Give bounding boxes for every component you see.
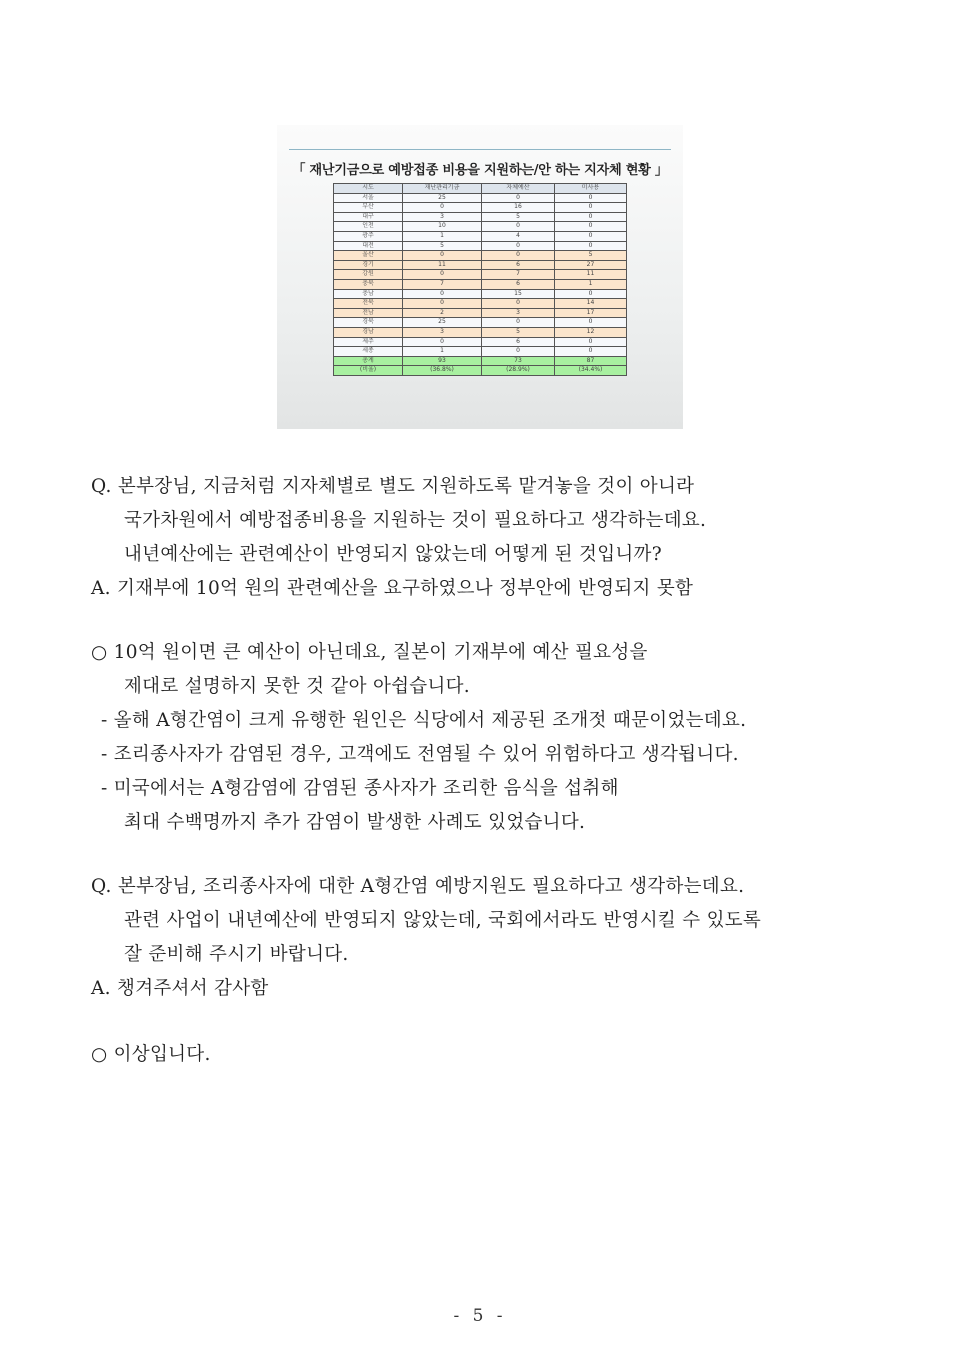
table-cell: 7 — [482, 270, 555, 280]
table-row — [334, 347, 627, 357]
table-cell: 16 — [482, 203, 555, 213]
table-cell: 0 — [555, 289, 627, 299]
page-number: - 5 - — [453, 1306, 507, 1326]
table-cell: 1 — [403, 347, 482, 357]
table-cell: 0 — [482, 318, 555, 328]
table-cell: 5 — [482, 327, 555, 337]
table-cell: 0 — [482, 193, 555, 203]
table-cell: 0 — [403, 203, 482, 213]
table-cell: 대전 — [334, 241, 403, 251]
table-cell: (비율) — [334, 366, 403, 376]
figure-title: 「 재난기금으로 예방접종 비용을 지원하는/안 하는 지자체 현황 」 — [292, 163, 668, 178]
closing-line: ○ 이상입니다. — [91, 1044, 211, 1065]
table-cell: 0 — [555, 337, 627, 347]
table-cell: 0 — [482, 299, 555, 309]
remark-line: ○ 10억 원이면 큰 예산이 아닌데요, 질본이 기재부에 예산 필요성을 — [91, 642, 648, 663]
table-cell: 7 — [403, 279, 482, 289]
table-cell: 0 — [403, 270, 482, 280]
table-cell: 0 — [482, 241, 555, 251]
bullet-line: - 미국에서는 A형감염에 감염된 종사자가 조리한 음식을 섭취해 — [101, 778, 619, 799]
table-cell: 2 — [403, 308, 482, 318]
figure-divider — [289, 149, 671, 150]
table-cell: 충북 — [334, 279, 403, 289]
table-cell: 광주 — [334, 231, 403, 241]
table-cell: 재난관리기금 — [403, 184, 482, 194]
table-cell: 0 — [555, 231, 627, 241]
remark-block-1 — [91, 636, 746, 840]
answer-line: A. 기재부에 10억 원의 관련예산을 요구하였으나 정부안에 반영되지 못함 — [91, 578, 694, 599]
question-line: 국가차원에서 예방접종비용을 지원하는 것이 필요하다고 생각하는데요. — [124, 510, 707, 531]
question-line: 잘 준비해 주시기 바랍니다. — [124, 944, 349, 965]
table-cell: 14 — [555, 299, 627, 309]
table-row — [334, 337, 627, 347]
table-cell: 0 — [482, 347, 555, 357]
table-cell: 0 — [482, 251, 555, 261]
table-cell: 0 — [555, 347, 627, 357]
table-ratio-row — [334, 366, 627, 376]
table-cell: 0 — [403, 337, 482, 347]
bullet-line: - 조리종사자가 감염된 경우, 고객에도 전염될 수 있어 위험하다고 생각됩니다. — [101, 744, 739, 765]
table-row — [334, 270, 627, 280]
table-cell: 4 — [482, 231, 555, 241]
table-cell: 15 — [482, 289, 555, 299]
table-row — [334, 299, 627, 309]
table-cell: 시도 — [334, 184, 403, 194]
table-cell: 5 — [403, 241, 482, 251]
table-row — [334, 251, 627, 261]
table-cell: 5 — [482, 212, 555, 222]
qa-block-1 — [91, 470, 706, 606]
table-cell: 87 — [555, 356, 627, 366]
table-cell: 12 — [555, 327, 627, 337]
table-cell: 0 — [555, 241, 627, 251]
qa-block-2 — [91, 870, 761, 1006]
table-cell: (34.4%) — [555, 366, 627, 376]
table-cell: 6 — [482, 260, 555, 270]
table-cell: 0 — [403, 251, 482, 261]
table-cell: 총계 — [334, 356, 403, 366]
table-cell: 경남 — [334, 327, 403, 337]
table-cell: 세종 — [334, 347, 403, 357]
table-cell: 부산 — [334, 203, 403, 213]
table-row — [334, 308, 627, 318]
table-cell: 서울 — [334, 193, 403, 203]
answer-line: A. 챙겨주셔서 감사함 — [91, 978, 269, 999]
table-cell: 0 — [555, 222, 627, 232]
table-row — [334, 193, 627, 203]
table-row — [334, 289, 627, 299]
table-cell: 73 — [482, 356, 555, 366]
table-cell: 0 — [555, 203, 627, 213]
table-row — [334, 203, 627, 213]
question-line: Q. 본부장님, 조리종사자에 대한 A형간염 예방지원도 필요하다고 생각하는데요. — [91, 876, 745, 897]
table-cell: 25 — [403, 318, 482, 328]
bullet-line: 최대 수백명까지 추가 감염이 발생한 사례도 있었습니다. — [124, 812, 586, 833]
table-cell: 0 — [403, 299, 482, 309]
table-row — [334, 241, 627, 251]
table-cell: 11 — [555, 270, 627, 280]
table-cell: 6 — [482, 337, 555, 347]
question-line: Q. 본부장님, 지금처럼 지자체별로 별도 지원하도록 맡겨놓을 것이 아니라 — [91, 476, 695, 497]
table-cell: 0 — [482, 222, 555, 232]
closing-block — [91, 1038, 211, 1072]
table-cell: 전남 — [334, 308, 403, 318]
table-cell: 0 — [555, 212, 627, 222]
table-cell: 1 — [403, 231, 482, 241]
table-row — [334, 327, 627, 337]
remark-line: 제대로 설명하지 못한 것 같아 아쉽습니다. — [124, 676, 470, 697]
table-cell: 울산 — [334, 251, 403, 261]
table-cell: 93 — [403, 356, 482, 366]
table-cell: 27 — [555, 260, 627, 270]
table-cell: 제주 — [334, 337, 403, 347]
table-cell: 충남 — [334, 289, 403, 299]
table-row — [334, 279, 627, 289]
table-header-row — [334, 184, 627, 194]
table-cell: 0 — [555, 193, 627, 203]
table-cell: 강원 — [334, 270, 403, 280]
table-cell: 미사용 — [555, 184, 627, 194]
question-line: 관련 사업이 내년예산에 반영되지 않았는데, 국회에서라도 반영시킬 수 있도록 — [124, 910, 762, 931]
table-cell: 17 — [555, 308, 627, 318]
table-row — [334, 222, 627, 232]
table-row — [334, 318, 627, 328]
table-row — [334, 260, 627, 270]
table-total-row — [334, 356, 627, 366]
table-cell: 경북 — [334, 318, 403, 328]
table-cell: 전북 — [334, 299, 403, 309]
table-cell: 3 — [403, 327, 482, 337]
table-cell: 10 — [403, 222, 482, 232]
table-cell: 자체예산 — [482, 184, 555, 194]
table-cell: 3 — [403, 212, 482, 222]
table-cell: 11 — [403, 260, 482, 270]
table-cell: 25 — [403, 193, 482, 203]
table-cell: (36.8%) — [403, 366, 482, 376]
table-cell: 6 — [482, 279, 555, 289]
table-cell: (28.9%) — [482, 366, 555, 376]
municipality-vaccination-table — [333, 183, 627, 376]
table-cell: 대구 — [334, 212, 403, 222]
table-cell: 인천 — [334, 222, 403, 232]
table-cell: 3 — [482, 308, 555, 318]
table-row — [334, 212, 627, 222]
table-cell: 0 — [555, 318, 627, 328]
table-cell: 0 — [403, 289, 482, 299]
table-cell: 경기 — [334, 260, 403, 270]
question-line: 내년예산에는 관련예산이 반영되지 않았는데 어떻게 된 것입니까? — [124, 544, 662, 565]
bullet-line: - 올해 A형간염이 크게 유행한 원인은 식당에서 제공된 조개젓 때문이었는데요. — [101, 710, 747, 731]
table-cell: 5 — [555, 251, 627, 261]
table-cell: 1 — [555, 279, 627, 289]
embedded-table-figure — [277, 125, 683, 429]
table-row — [334, 231, 627, 241]
